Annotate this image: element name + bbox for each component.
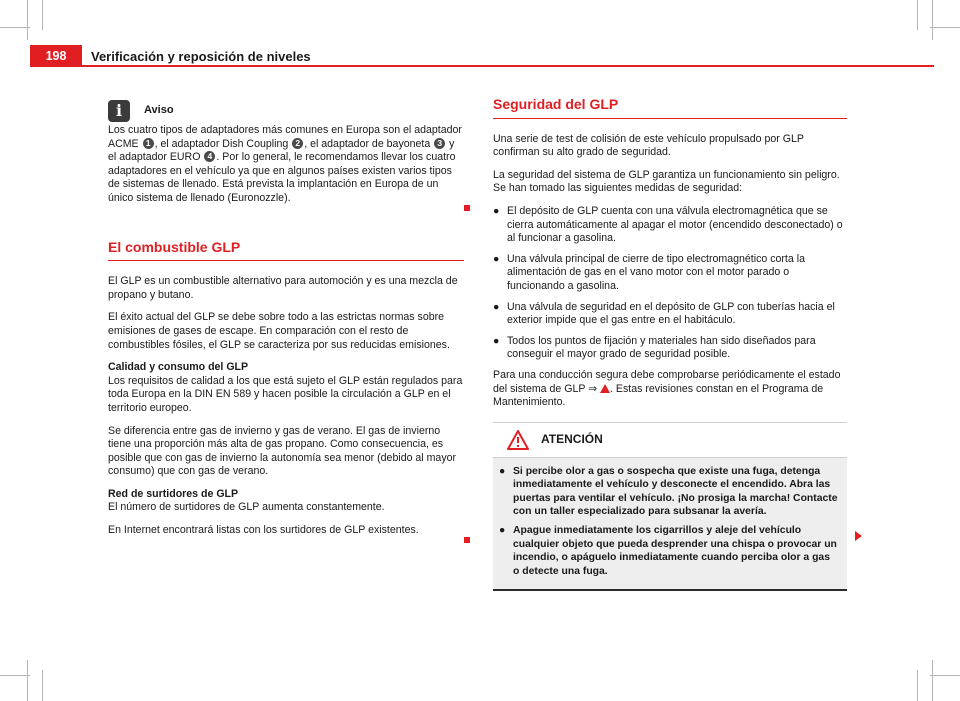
paragraph: El número de surtidores de GLP aumenta constantemente. xyxy=(108,501,385,514)
paragraph: Los requisitos de calidad a los que está sujeto el GLP están regulados para toda Europa en la DIN EN 589 y hacen posible la circulación a GLP en el territorio europeo. xyxy=(108,374,463,414)
page-number: 198 xyxy=(30,45,82,66)
end-marker-icon xyxy=(464,537,470,543)
crop-mark xyxy=(932,660,933,701)
list-item xyxy=(493,335,847,362)
marker-4: 4 xyxy=(204,151,215,162)
left-column xyxy=(108,98,464,543)
page-title: Verificación y reposición de niveles xyxy=(91,49,311,64)
marker-3: 3 xyxy=(434,138,445,149)
list-item xyxy=(499,524,839,578)
paragraph-part: Para una conducción segura debe comprobarse periódicamente el estado del sistema de GLP ⇒ xyxy=(493,368,841,395)
crop-mark xyxy=(0,27,30,28)
paragraph: En Internet encontrará listas con los surtidores de GLP existentes. xyxy=(108,524,419,537)
crop-mark xyxy=(42,670,43,701)
notice-text-part: , el adaptador de bayoneta xyxy=(304,137,434,150)
paragraph: Una serie de test de colisión de este vehículo propulsado por GLP confirman su alto grado de seguridad. xyxy=(493,132,804,159)
notice-text xyxy=(108,124,464,206)
list-item-text: El depósito de GLP cuenta con una válvula electromagnética que se cierra automáticamente al apagar el motor (encendido desconectado) o al funcionar a gasolina. xyxy=(507,204,843,245)
info-icon: i xyxy=(108,100,130,122)
list-item xyxy=(493,253,847,294)
list-item xyxy=(499,465,839,519)
notice-text-part: , el adaptador Dish Coupling xyxy=(154,137,292,150)
subheading: Calidad y consumo del GLP xyxy=(108,361,249,374)
list-item xyxy=(493,301,847,328)
bullet-icon: ● xyxy=(493,252,500,265)
crop-mark xyxy=(917,0,918,30)
paragraph: El GLP es un combustible alternativo para automoción y es una mezcla de propano y butano. xyxy=(108,275,458,301)
paragraph: Se diferencia entre gas de invierno y gas de verano. El gas de invierno tiene una proporción más alta de gas propano. Como consecuencia, es posible que con gas de invierno la autonomía sea menor (debido al mayor consumo) que con gas de verano. xyxy=(108,424,457,478)
attention-box xyxy=(493,422,847,591)
attention-title: ATENCIÓN xyxy=(541,431,603,446)
right-column xyxy=(493,98,847,591)
continue-arrow-icon xyxy=(855,531,862,541)
crop-mark xyxy=(42,0,43,30)
crop-mark xyxy=(0,675,30,676)
warning-triangle-icon[interactable] xyxy=(600,384,610,393)
notice-text-part: y el adaptador EURO xyxy=(108,137,455,164)
bullet-icon: ● xyxy=(493,300,500,313)
crop-mark xyxy=(917,670,918,701)
section-title-glp: El combustible GLP xyxy=(108,241,464,262)
marker-1: 1 xyxy=(143,138,154,149)
notice-text-part: . Por lo general, le recomendamos llevar los cuatro adaptadores en el vehículo ya que en algunos países existen varios tipos de sistemas de llenado. Está prevista la implantación en Europa de un único sistema de llenado (Euronozzle). xyxy=(108,151,456,204)
paragraph xyxy=(493,369,847,410)
list-item xyxy=(493,205,847,246)
list-item-text: Apague inmediatamente los cigarrillos y aleje del vehículo cualquier objeto que pueda desprender una chispa o provocar un incendio, o apáguelo inmediatamente cuando perciba olor a gas o detecte una fuga. xyxy=(513,525,837,577)
crop-mark xyxy=(27,660,28,701)
notice-text-part: Los cuatro tipos de adaptadores más comunes en Europa son el adaptador ACME xyxy=(108,124,462,150)
crop-mark xyxy=(27,0,28,40)
paragraph: El éxito actual del GLP se debe sobre todo a las estrictas normas sobre emisiones de gases de escape. En comparación con el resto de combustibles fósiles, el GLP se caracteriza por sus reducidas emisiones. xyxy=(108,311,450,351)
header-rule xyxy=(30,65,934,67)
crop-mark xyxy=(930,675,960,676)
attention-body xyxy=(493,458,847,589)
subheading: Red de surtidores de GLP xyxy=(108,487,239,500)
notice-header xyxy=(108,98,464,124)
notice-title: Aviso xyxy=(144,104,174,117)
warning-triangle-icon xyxy=(507,430,529,450)
list-item-text: Todos los puntos de fijación y materiales han sido diseñados para conseguir el mayor grado de seguridad posible. xyxy=(507,334,816,361)
list-item-text: Si percibe olor a gas o sospecha que existe una fuga, detenga inmediatamente el vehículo y desconecte el encendido. Abra las puertas para ventilar el vehículo. ¡No prosiga la marcha! Contacte con un taller especializado para subsanar la avería. xyxy=(513,465,838,517)
crop-mark xyxy=(930,27,960,28)
paragraph: La seguridad del sistema de GLP garantiza un funcionamiento sin peligro. Se han tomado las siguientes medidas de seguridad: xyxy=(493,168,840,195)
list-item-text: Una válvula principal de cierre de tipo electromagnético corta la alimentación de gas en el vano motor con el motor parado o funcionando a gasolina. xyxy=(507,252,805,292)
bullet-icon: ● xyxy=(493,204,500,217)
crop-mark xyxy=(932,0,933,40)
attention-header xyxy=(493,423,847,458)
bullet-icon: ● xyxy=(499,465,506,477)
section-title-safety: Seguridad del GLP xyxy=(493,98,847,119)
bullet-icon: ● xyxy=(493,334,500,347)
paragraph-part: . Estas revisiones constan en el Programa de Mantenimiento. xyxy=(493,382,824,409)
marker-2: 2 xyxy=(292,138,303,149)
bullet-icon: ● xyxy=(499,525,506,537)
list-item-text: Una válvula de seguridad en el depósito de GLP con tuberías hacia el exterior impide que el gas entre en el habitáculo. xyxy=(507,300,835,327)
end-marker-icon xyxy=(464,205,470,211)
